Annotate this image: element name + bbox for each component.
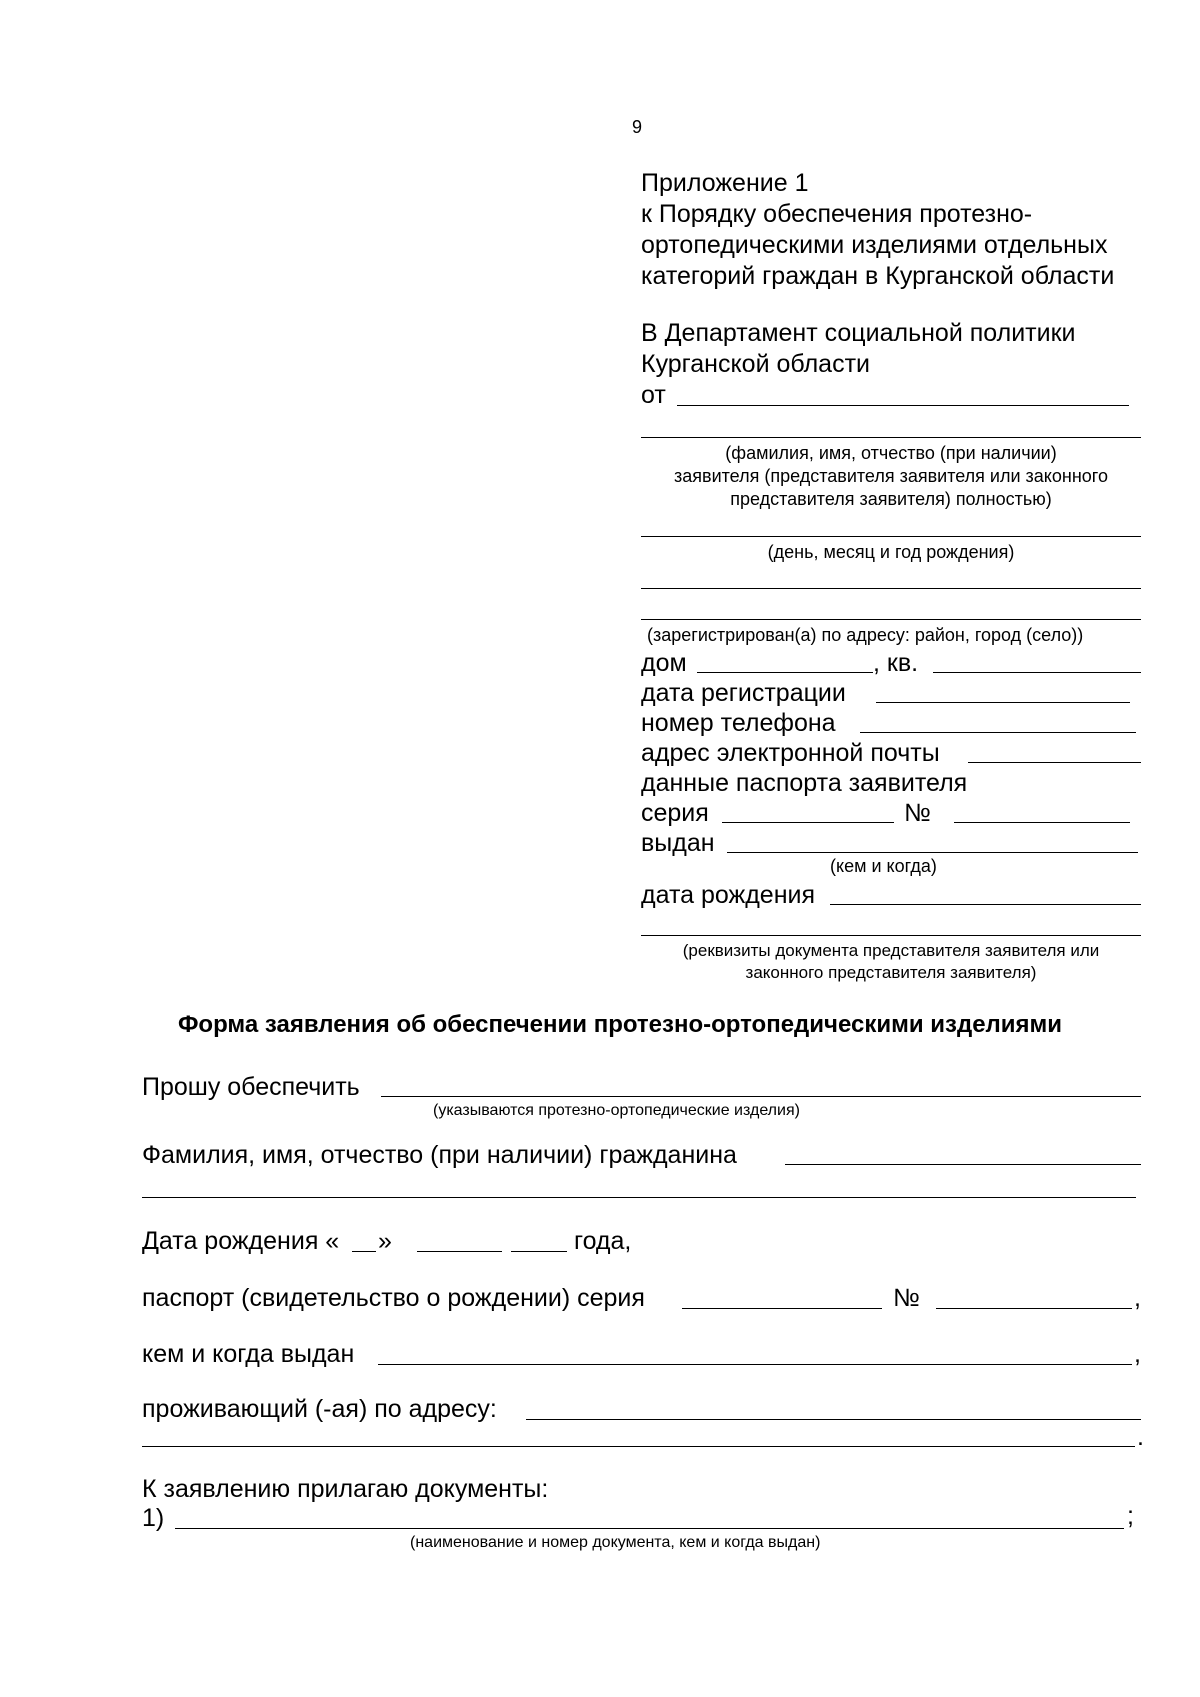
passport-series-input-line[interactable] <box>682 1308 882 1309</box>
house-label: дом <box>641 649 687 677</box>
birth-date-label: дата рождения <box>641 881 816 909</box>
issued-hint: (кем и когда) <box>830 856 937 876</box>
birth-date-input-line[interactable] <box>830 904 1141 905</box>
birth-year-input-line[interactable] <box>511 1251 567 1252</box>
issued-label: выдан <box>641 829 715 857</box>
email-input-line[interactable] <box>968 762 1141 763</box>
appendix-title: Приложение 1 <box>641 169 809 197</box>
appendix-line-2: ортопедическими изделиями отдельных <box>641 231 1108 259</box>
citizen-fio-input-line[interactable] <box>785 1164 1141 1165</box>
attachment-item-1-hint: (наименование и номер документа, кем и когда выдан) <box>410 1534 821 1551</box>
phone-label: номер телефона <box>641 709 836 737</box>
requisites-input-line[interactable] <box>641 935 1141 936</box>
issued-by-input-line[interactable] <box>378 1364 1132 1365</box>
fio-input-line[interactable] <box>641 437 1141 438</box>
house-input-line[interactable] <box>697 672 873 673</box>
registered-hint: (зарегистрирован(а) по адресу: район, город (село)) <box>647 625 1084 645</box>
issued-input-line[interactable] <box>727 852 1138 853</box>
passport-series-label: паспорт (свидетельство о рождении) серия <box>142 1284 645 1312</box>
passport-label: данные паспорта заявителя <box>641 769 968 797</box>
address-input-line[interactable] <box>526 1419 1141 1420</box>
number-label: № <box>904 799 931 827</box>
issued-by-label: кем и когда выдан <box>142 1340 355 1368</box>
phone-input-line[interactable] <box>860 732 1136 733</box>
request-hint: (указываются протезно-ортопедические изделия) <box>433 1102 800 1119</box>
attachment-semicolon: ; <box>1127 1502 1134 1530</box>
reg-date-input-line[interactable] <box>876 702 1130 703</box>
address-period: . <box>1137 1423 1144 1451</box>
page-number: 9 <box>632 117 643 137</box>
series-label: серия <box>641 799 709 827</box>
birth-input-line[interactable] <box>641 536 1141 537</box>
appendix-line-3: категорий граждан в Курганской области <box>641 262 1115 290</box>
attachment-item-1-label: 1) <box>142 1504 165 1532</box>
passport-comma: , <box>1134 1284 1141 1312</box>
citizen-fio-input-line-2[interactable] <box>142 1197 1136 1198</box>
number-input-line[interactable] <box>954 822 1130 823</box>
addressee-line-1: В Департамент социальной политики <box>641 319 1076 347</box>
birth-date-mid: » <box>378 1227 392 1255</box>
request-input-line[interactable] <box>381 1096 1141 1097</box>
reg-date-label: дата регистрации <box>641 679 846 707</box>
attachments-label: К заявлению прилагаю документы: <box>142 1475 549 1503</box>
birth-month-input-line[interactable] <box>417 1251 502 1252</box>
form-title: Форма заявления об обеспечении протезно-ортопедическими изделиями <box>177 1011 1063 1038</box>
appendix-line-1: к Порядку обеспечения протезно- <box>641 200 1033 228</box>
apartment-label: , кв. <box>873 649 919 677</box>
address-label: проживающий (-ая) по адресу: <box>142 1395 497 1423</box>
fio-hint-1: (фамилия, имя, отчество (при наличии) <box>725 443 1057 463</box>
passport-number-input-line[interactable] <box>936 1308 1132 1309</box>
requisites-hint-2: законного представителя заявителя) <box>745 963 1037 982</box>
fio-hint-2: заявителя (представителя заявителя или законного <box>674 466 1108 486</box>
address-input-line-2[interactable] <box>641 619 1141 620</box>
passport-number-label: № <box>893 1284 920 1312</box>
apartment-input-line[interactable] <box>933 672 1141 673</box>
series-input-line[interactable] <box>722 822 894 823</box>
fio-hint-3: представителя заявителя) полностью) <box>730 489 1052 509</box>
request-label: Прошу обеспечить <box>142 1073 360 1101</box>
address-input-line-1[interactable] <box>641 588 1141 589</box>
citizen-fio-label: Фамилия, имя, отчество (при наличии) гражданина <box>142 1141 737 1169</box>
from-input-line[interactable] <box>677 405 1129 406</box>
birth-day-input-line[interactable] <box>352 1251 376 1252</box>
attachment-item-1-input-line[interactable] <box>175 1528 1124 1529</box>
requisites-hint-1: (реквизиты документа представителя заявителя или <box>682 941 1100 960</box>
address-input-line-2[interactable] <box>142 1446 1135 1447</box>
email-label: адрес электронной почты <box>641 739 940 767</box>
birth-date-prefix: Дата рождения « <box>142 1227 340 1255</box>
issued-comma: , <box>1134 1340 1141 1368</box>
birth-date-suffix: года, <box>574 1227 632 1255</box>
from-label: от <box>641 381 666 409</box>
birth-hint: (день, месяц и год рождения) <box>767 542 1015 562</box>
addressee-line-2: Курганской области <box>641 350 871 378</box>
